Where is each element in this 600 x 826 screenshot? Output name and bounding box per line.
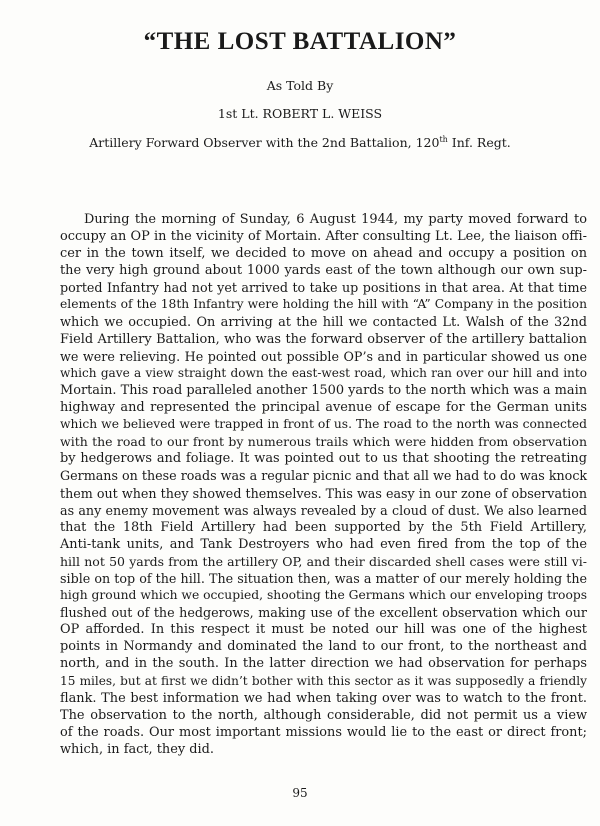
body-line: hill not 50 yards from the artillery OP, and their discarded shell cases were still vi- (60, 553, 587, 569)
author-role-superscript: th (439, 135, 448, 144)
body-line: that the 18th Field Artillery had been supported by the 5th Field Artillery, (60, 519, 587, 535)
body-line: points in Normandy and dominated the land to our front, to the northeast and (60, 639, 587, 655)
body-line: highway and represented the principal avenue of escape for the German units (60, 400, 587, 416)
body-line: During the morning of Sunday, 6 August 1944, my party moved forward to (84, 212, 587, 227)
body-line: them out when they showed themselves. This was easy in our zone of observation (60, 485, 587, 501)
body-line: 15 miles, but at first we didn’t bother with this sector as it was supposedly a friendly (60, 673, 587, 688)
author-name: 1st Lt. ROBERT L. WEISS (217, 106, 383, 121)
body-line: Anti-tank units, and Tank Destroyers who had even fired from the top of the (60, 536, 587, 552)
body-line: elements of the 18th Infantry were holding the hill with “A” Company in the position (60, 297, 587, 312)
body-line: Germans on these roads was a regular picnic and that all we had to do was knock (60, 468, 588, 484)
body-line: we were relieving. He pointed out possible OP’s and in particular showed us one (60, 348, 587, 364)
body-line: which gave a view straight down the east-west road, which ran over our hill and into (60, 365, 587, 380)
page-number: 95 (292, 786, 308, 800)
body-line: which we occupied. On arriving at the hill we contacted Lt. Walsh of the 32nd (60, 314, 587, 330)
body-line: which, in fact, they did. (60, 741, 214, 757)
body-line: flank. The best information we had when taking over was to watch to the front. (60, 690, 587, 706)
author-role-suffix: Inf. Regt. (447, 135, 511, 151)
body-line: by hedgerows and foliage. It was pointed out to us that shooting the retreating (60, 451, 587, 467)
body-line: sible on top of the hill. The situation then, was a matter of our merely holding the (60, 570, 587, 586)
body-line: cer in the town itself, we decided to move on ahead and occupy a position on (60, 246, 587, 262)
body-line: The observation to the north, although considerable, did not permit us a view (60, 707, 587, 723)
body-line: north, and in the south. In the latter direction we had observation for perhaps (60, 656, 587, 672)
author-role-text: Artillery Forward Observer with the 2nd Battalion, 120 (89, 135, 440, 151)
page-title: “THE LOST BATTALION” (143, 28, 457, 55)
body-line: with the road to our front by numerous trails which were hidden from observation (60, 434, 587, 450)
body-text (60, 211, 587, 758)
body-line: the very high ground about 1000 yards east of the town although our own sup- (60, 263, 587, 279)
author-role (0, 135, 600, 150)
body-line: as any enemy movement was always revealed by a cloud of dust. We also learned (60, 502, 587, 518)
body-line: occupy an OP in the vicinity of Mortain. After consulting Lt. Lee, the liaison offi- (60, 229, 587, 245)
body-line: Field Artillery Battalion, who was the forward observer of the artillery battalion (60, 331, 587, 347)
body-line: ported Infantry had not yet arrived to take up positions in that area. At that time (60, 280, 587, 296)
told-by-line: As Told By (266, 78, 334, 93)
body-line: flushed out of the hedgerows, making use of the excellent observation which our (60, 605, 587, 621)
body-line: of the roads. Our most important missions would lie to the east or direct front; (60, 724, 587, 740)
body-line: Mortain. This road paralleled another 1500 yards to the north which was a main (60, 382, 587, 398)
body-line: high ground which we occupied, shooting the Germans which our enveloping troops (60, 588, 588, 603)
body-line: which we believed were trapped in front of us. The road to the north was connected (60, 417, 587, 432)
body-line: OP afforded. In this respect it must be noted our hill was one of the highest (60, 622, 587, 638)
